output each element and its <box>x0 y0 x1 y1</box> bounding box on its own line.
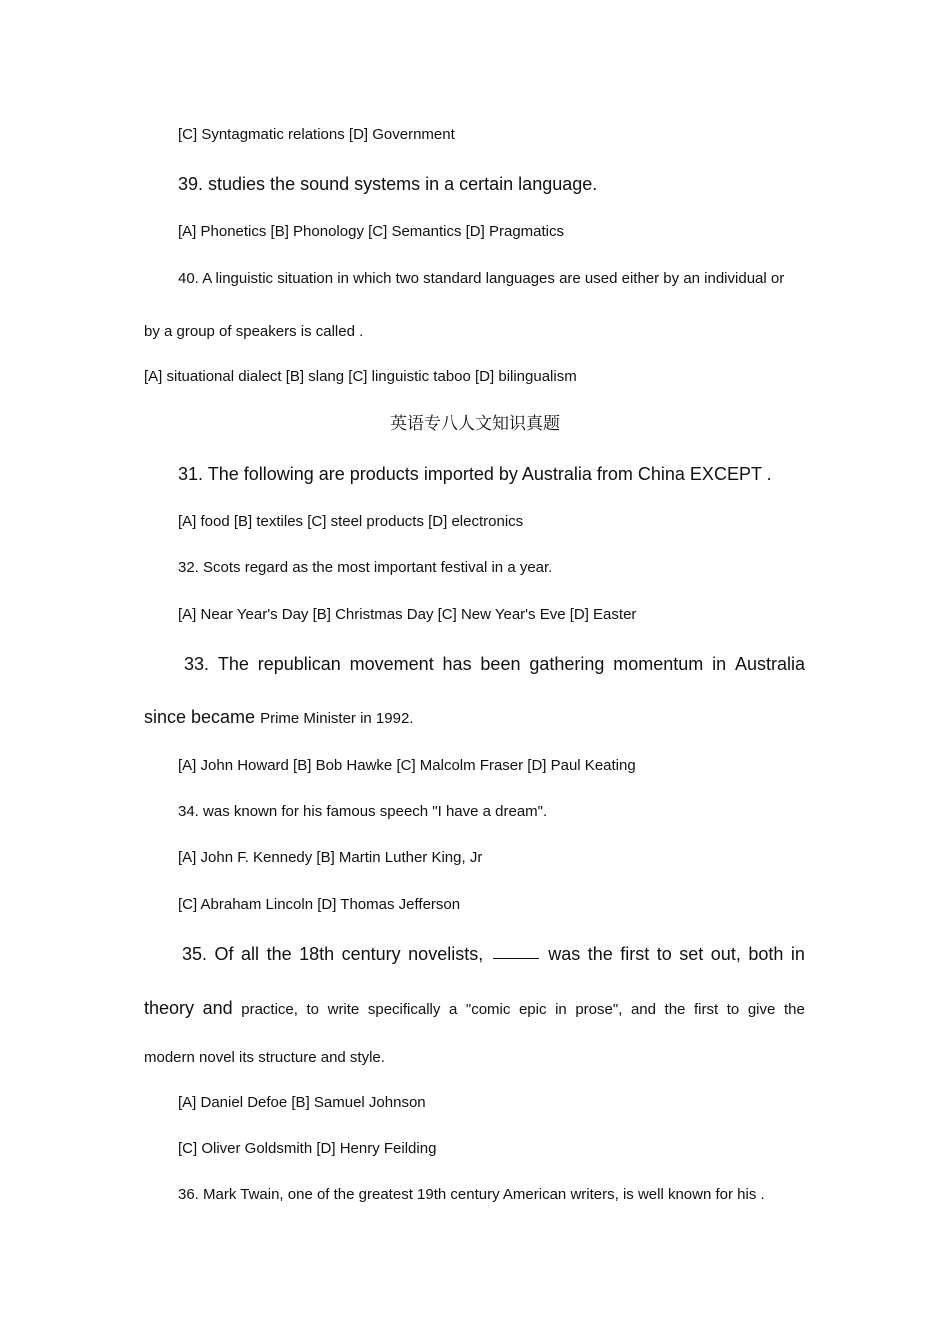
q32-stem: 32. Scots regard as the most important festival in a year. <box>178 559 553 576</box>
q34-options-cd: [C] Abraham Lincoln [D] Thomas Jefferson <box>178 896 461 913</box>
q33-options: [A] John Howard [B] Bob Hawke [C] Malcolm Fraser [D] Paul Keating <box>178 757 636 774</box>
word: prose", <box>575 1001 623 1018</box>
word: give <box>747 1001 776 1018</box>
word: been <box>480 654 521 674</box>
q39-stem: 39. studies the sound systems in a certain language. <box>178 174 598 194</box>
word: has <box>442 654 472 674</box>
word: novelists, <box>408 944 484 964</box>
word: 18th <box>299 944 335 964</box>
q35-stem-line2 <box>144 996 805 1022</box>
word: to <box>656 944 672 964</box>
q34-options-ab: [A] John F. Kennedy [B] Martin Luther King, Jr <box>178 849 483 866</box>
word: was <box>548 944 581 964</box>
q32-options: [A] Near Year's Day [B] Christmas Day [C] New Year's Eve [D] Easter <box>178 606 637 623</box>
word: to <box>726 1001 740 1018</box>
word: to <box>306 1001 320 1018</box>
word: Australia <box>734 654 805 674</box>
word: the <box>783 1001 805 1018</box>
word: first <box>693 1001 719 1018</box>
q40-options: [A] situational dialect [B] slang [C] linguistic taboo [D] bilingualism <box>144 368 577 385</box>
word: practice, <box>241 1001 298 1018</box>
q35-options-ab: [A] Daniel Defoe [B] Samuel Johnson <box>178 1094 426 1111</box>
word: the <box>587 944 613 964</box>
word: epic <box>518 1001 547 1018</box>
word: the <box>266 944 292 964</box>
q38-options-cd: [C] Syntagmatic relations [D] Government <box>178 126 455 143</box>
word: movement <box>349 654 434 674</box>
word: a <box>448 1001 458 1018</box>
word: century <box>341 944 401 964</box>
section-heading: 英语专八人文知识真题 <box>390 414 560 433</box>
word: both <box>748 944 784 964</box>
q33-stem-line2 <box>144 705 413 731</box>
word: out, <box>710 944 741 964</box>
q39-options: [A] Phonetics [B] Phonology [C] Semantics [D] Pragmatics <box>178 223 565 240</box>
q35-stem-line1 <box>182 942 805 966</box>
word: "comic <box>465 1001 511 1018</box>
word: Of <box>214 944 234 964</box>
q33-stem-text-large: since became <box>144 707 256 727</box>
q33-stem-line1 <box>184 652 805 676</box>
q36-stem: 36. Mark Twain, one of the greatest 19th century American writers, is well known for his . <box>178 1186 765 1203</box>
word: first <box>620 944 650 964</box>
q31-stem: 31. The following are products imported by Australia from China EXCEPT . <box>178 464 772 484</box>
word: republican <box>257 654 341 674</box>
word: in <box>712 654 727 674</box>
word: theory <box>144 998 195 1018</box>
word: write <box>327 1001 360 1018</box>
word: and <box>630 1001 656 1018</box>
q33-stem-text-small: Prime Minister in 1992. <box>260 710 414 727</box>
word: set <box>679 944 704 964</box>
word: gathering <box>529 654 605 674</box>
q40-stem-line1: 40. A linguistic situation in which two standard languages are used either by an individual or <box>178 270 785 287</box>
word: and <box>202 998 233 1018</box>
word: momentum <box>613 654 704 674</box>
word: 35. <box>182 944 208 964</box>
q35-stem-line3: modern novel its structure and style. <box>144 1049 385 1066</box>
q34-stem: 34. was known for his famous speech "I have a dream". <box>178 803 548 820</box>
word: all <box>241 944 260 964</box>
word: the <box>664 1001 686 1018</box>
word: in <box>790 944 805 964</box>
q40-stem-line2: by a group of speakers is called . <box>144 323 364 340</box>
q35-options-cd: [C] Oliver Goldsmith [D] Henry Feilding <box>178 1140 437 1157</box>
answer-blank <box>493 942 539 959</box>
q31-options: [A] food [B] textiles [C] steel products [D] electronics <box>178 513 524 530</box>
word: in <box>555 1001 567 1018</box>
word: 33. <box>184 654 210 674</box>
word: The <box>217 654 249 674</box>
word: specifically <box>367 1001 441 1018</box>
